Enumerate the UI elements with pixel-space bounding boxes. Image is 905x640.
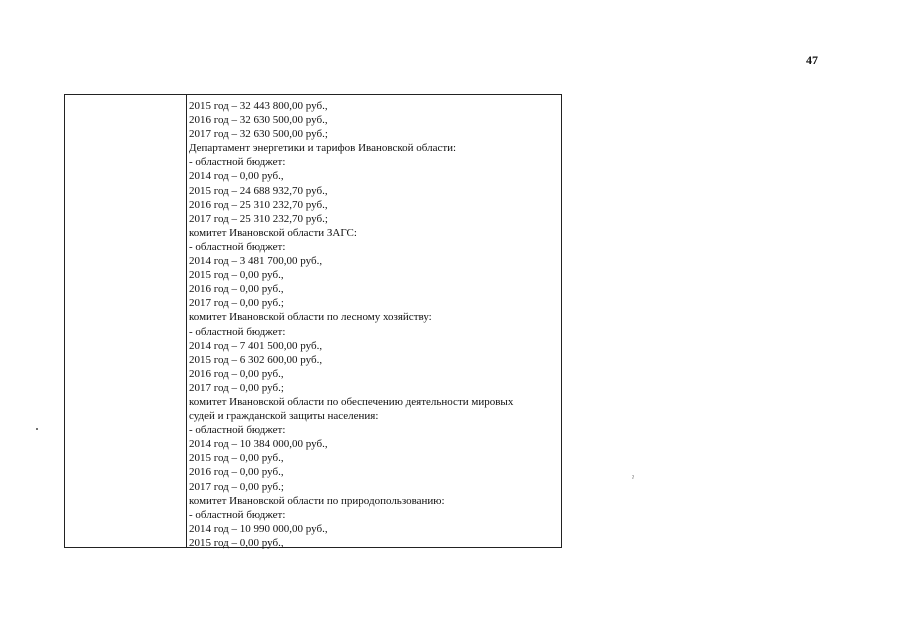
text-line: комитет Ивановской области по обеспечению деятельности мировых	[189, 395, 514, 408]
text-line: 2014 год – 0,00 руб.,	[189, 170, 284, 183]
text-line: 2017 год – 0,00 руб.;	[189, 297, 284, 310]
text-line: 2017 год – 25 310 232,70 руб.;	[189, 212, 328, 225]
scan-speck	[36, 428, 38, 430]
text-line: 2014 год – 10 990 000,00 руб.,	[189, 522, 328, 535]
text-line: 2014 год – 3 481 700,00 руб.,	[189, 255, 323, 268]
text-line: 2016 год – 0,00 руб.,	[189, 283, 284, 296]
text-line: - областной бюджет:	[189, 240, 286, 253]
text-line: 2015 год – 32 443 800,00 руб.,	[189, 100, 328, 112]
text-line: 2016 год – 0,00 руб.,	[189, 367, 284, 380]
text-line: Департамент энергетики и тарифов Ивановской области:	[189, 142, 457, 155]
text-line: 2014 год – 10 384 000,00 руб.,	[189, 438, 328, 451]
text-line: 2015 год – 24 688 932,70 руб.,	[189, 184, 328, 197]
text-line: комитет Ивановской области ЗАГС:	[189, 226, 357, 239]
text-line: 2016 год – 32 630 500,00 руб.,	[189, 114, 328, 127]
text-line: судей и гражданской защиты населения:	[189, 410, 379, 423]
budget-table	[64, 94, 562, 548]
text-line: 2017 год – 0,00 руб.;	[189, 480, 284, 493]
text-line: - областной бюджет:	[189, 325, 286, 338]
funding-cell	[189, 99, 559, 550]
text-line: комитет Ивановской области по лесному хозяйству:	[189, 311, 432, 324]
text-line: - областной бюджет:	[189, 508, 286, 521]
scan-speck-mark: ˀ	[632, 474, 634, 483]
column-divider	[186, 95, 187, 547]
page-number: 47	[806, 53, 818, 67]
text-line: 2015 год – 0,00 руб.,	[189, 536, 284, 549]
text-line: 2015 год – 0,00 руб.,	[189, 452, 284, 465]
text-line: 2015 год – 0,00 руб.,	[189, 269, 284, 282]
text-line: - областной бюджет:	[189, 156, 286, 169]
text-line: 2017 год – 0,00 руб.;	[189, 381, 284, 394]
text-line: 2014 год – 7 401 500,00 руб.,	[189, 339, 323, 352]
text-line: - областной бюджет:	[189, 424, 286, 437]
text-line: 2016 год – 25 310 232,70 руб.,	[189, 198, 328, 211]
text-line: 2017 год – 32 630 500,00 руб.;	[189, 128, 328, 141]
text-line: комитет Ивановской области по природопользованию:	[189, 494, 445, 507]
text-line: 2015 год – 6 302 600,00 руб.,	[189, 353, 323, 366]
text-line: 2016 год – 0,00 руб.,	[189, 466, 284, 479]
